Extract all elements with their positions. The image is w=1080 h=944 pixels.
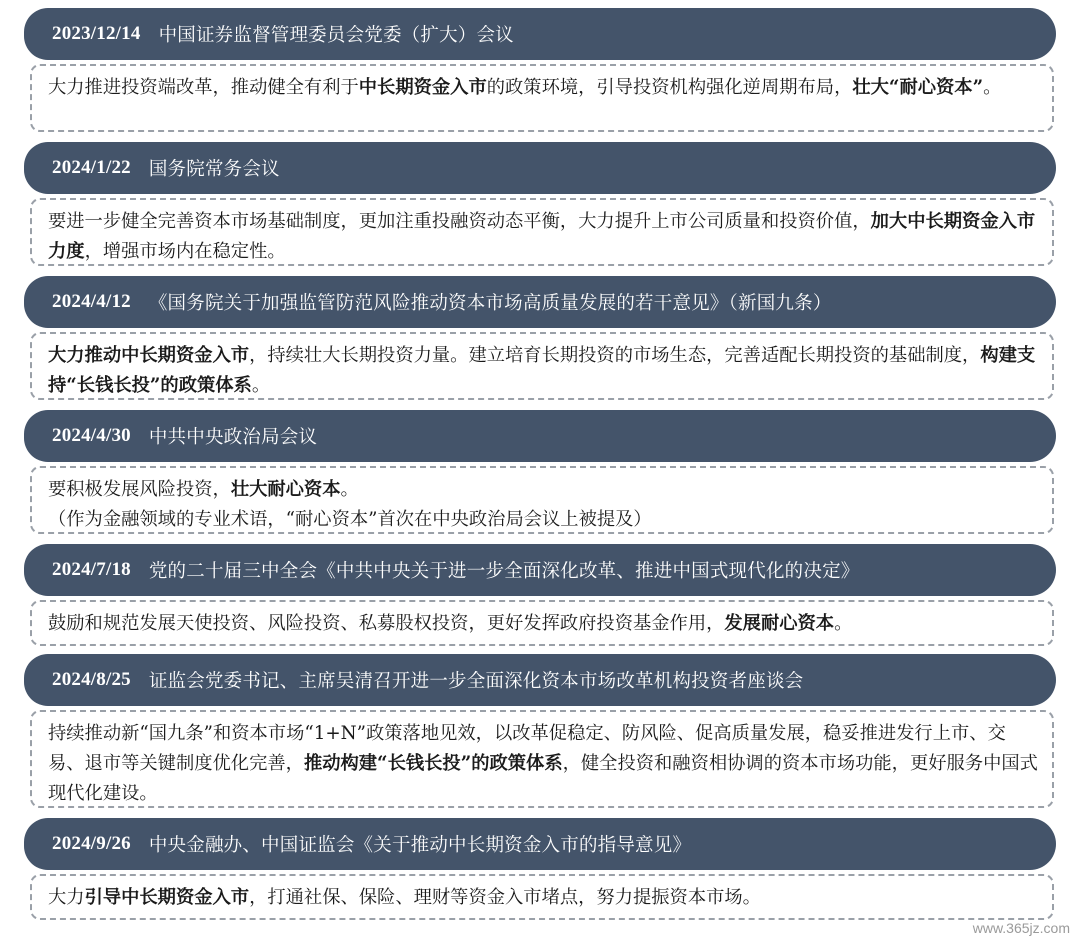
entry-date: 2024/4/30 — [52, 425, 131, 446]
description-text: 持续推动新“国九条”和资本市场“1+N”政策落地见效，以改革促稳定、防风险、促高质量发展，稳妥推进发行上市、交易、退市等关键制度优化完善， — [48, 723, 1006, 774]
description-text: 大力 — [48, 887, 85, 908]
timeline-entry — [24, 544, 1056, 646]
watermark: www.365jz.com — [972, 920, 1070, 936]
timeline-entry — [24, 142, 1056, 266]
entry-header — [24, 8, 1056, 60]
highlighted-text: 壮大“耐心资本” — [852, 77, 984, 98]
description-text: ，打通社保、保险、理财等资金入市堵点，努力提振资本市场。 — [249, 887, 761, 908]
entry-header — [24, 544, 1056, 596]
description-text: 。 — [340, 479, 359, 500]
entry-date: 2024/4/12 — [52, 291, 131, 312]
entry-header — [24, 818, 1056, 870]
entry-title: 党的二十届三中全会《中共中央关于进一步全面深化改革、推进中国式现代化的决定》 — [148, 561, 860, 582]
highlighted-text: 加大中长期资金入市力度 — [48, 211, 1036, 262]
description-text: （作为金融领域的专业术语，“耐心资本”首次在中央政治局会议上被提及） — [48, 509, 652, 530]
entry-title: 证监会党委书记、主席吴清召开进一步全面深化资本市场改革机构投资者座谈会 — [148, 671, 804, 692]
entry-date: 2024/1/22 — [52, 157, 131, 178]
entry-date: 2024/7/18 — [52, 559, 131, 580]
entry-description — [30, 198, 1054, 266]
entry-header — [24, 410, 1056, 462]
entry-title: 中共中央政治局会议 — [148, 427, 318, 448]
timeline-entry — [24, 818, 1056, 920]
entry-date: 2024/8/25 — [52, 669, 131, 690]
entry-title: 《国务院关于加强监管防范风险推动资本市场高质量发展的若干意见》（新国九条） — [148, 293, 832, 314]
entry-title: 中国证券监督管理委员会党委（扩大）会议 — [158, 25, 514, 46]
highlighted-text: 发展耐心资本 — [724, 613, 835, 634]
description-text: 要积极发展风险投资， — [48, 479, 231, 500]
description-text: 。 — [251, 375, 271, 396]
description-text: ，健全投资和融资相协调的资本市场功能，更好服务中国式现代化建设。 — [48, 753, 1038, 804]
entry-description — [30, 874, 1054, 920]
entry-description — [30, 600, 1054, 646]
entry-description — [30, 710, 1054, 808]
description-text: ，持续壮大长期投资力量。建立培育长期投资的市场生态，完善适配长期投资的基础制度， — [249, 345, 981, 366]
description-text: ，增强市场内在稳定性。 — [84, 241, 286, 262]
entry-description — [30, 64, 1054, 132]
highlighted-text: 构建支持“长钱长投”的政策体系 — [48, 345, 1036, 396]
description-text: 鼓励和规范发展天使投资、风险投资、私募股权投资，更好发挥政府投资基金作用， — [48, 613, 725, 634]
entry-header — [24, 654, 1056, 706]
highlighted-text: 壮大耐心资本 — [230, 479, 341, 500]
highlighted-text: 引导中长期资金入市 — [84, 887, 250, 908]
entry-date: 2024/9/26 — [52, 833, 131, 854]
description-text: 。 — [983, 77, 1002, 98]
policy-timeline — [24, 8, 1056, 920]
description-text: 要进一步健全完善资本市场基础制度，更加注重投融资动态平衡，大力提升上市公司质量和投资价值， — [48, 211, 871, 232]
entry-description — [30, 466, 1054, 534]
entry-header — [24, 276, 1056, 328]
description-text: 的政策环境，引导投资机构强化逆周期布局， — [486, 77, 853, 98]
entry-title: 中央金融办、中国证监会《关于推动中长期资金入市的指导意见》 — [148, 835, 692, 856]
entry-description — [30, 332, 1054, 400]
timeline-entry — [24, 410, 1056, 534]
timeline-entry — [24, 276, 1056, 400]
entry-header — [24, 142, 1056, 194]
highlighted-text: 大力推动中长期资金入市 — [48, 345, 250, 366]
entry-date: 2023/12/14 — [52, 23, 141, 44]
description-text: 大力推进投资端改革，推动健全有利于 — [48, 77, 359, 98]
description-text: 。 — [834, 613, 853, 634]
entry-title: 国务院常务会议 — [148, 159, 280, 180]
highlighted-text: 推动构建“长钱长投”的政策体系 — [303, 753, 563, 774]
highlighted-text: 中长期资金入市 — [358, 77, 487, 98]
timeline-entry — [24, 8, 1056, 132]
timeline-entry — [24, 654, 1056, 808]
